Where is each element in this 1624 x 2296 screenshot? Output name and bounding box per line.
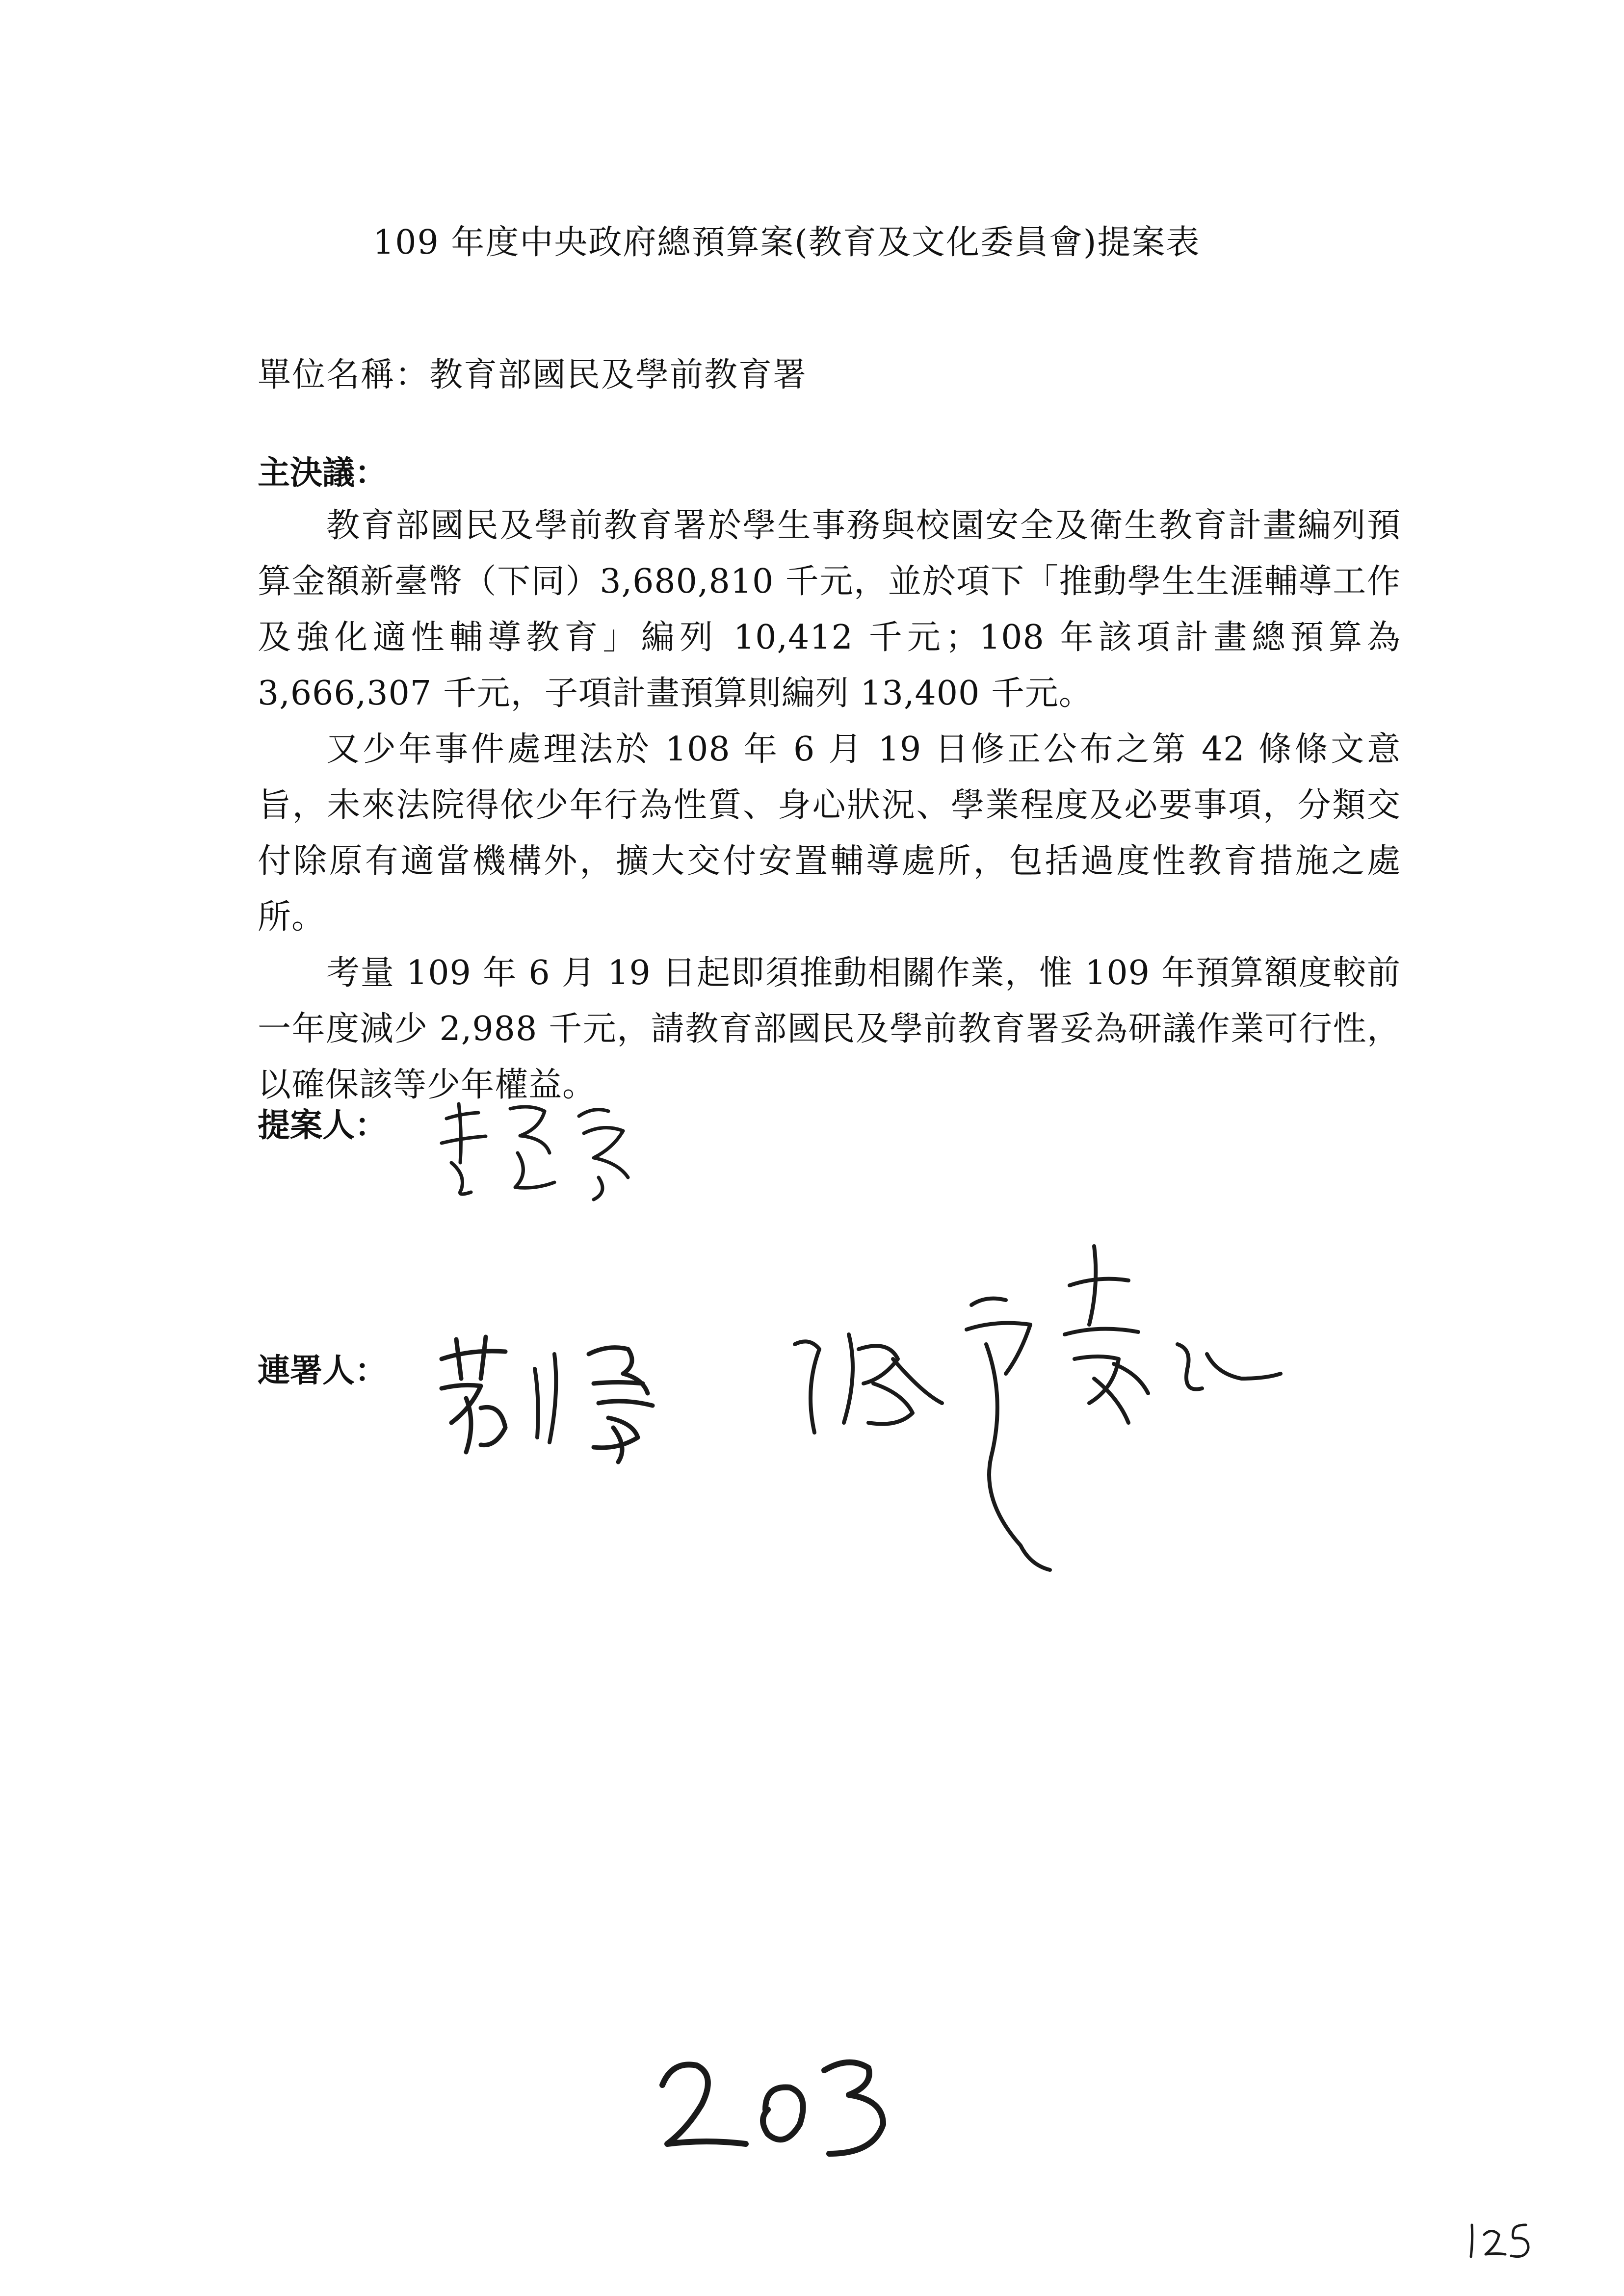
resolution-body [258,498,1401,1113]
paragraph-3: 考量 109 年 6 月 19 日起即須推動相關作業，惟 109 年預算額度較前一年度減少 2,988 千元，請教育部國民及學前教育署妥為研議作業可行性，以確保該等少年權益。 [258,954,1401,1104]
unit-name-line: 單位名稱：教育部國民及學前教育署 [258,356,808,394]
proposer-signature [432,1089,687,1207]
cosigner-signature-1 [432,1325,707,1472]
paragraph-2: 又少年事件處理法於 108 年 6 月 19 日修正公布之第 42 條條文意旨，未來法院得依少年行為性質、身心狀況、學業程度及必要事項，分類交付除原有適當機構外，擴大交付安置輔導處所，包括過度性教育措施之處所。 [258,730,1401,937]
paragraph-1: 教育部國民及學前教育署於學生事務與校園安全及衛生教育計畫編列預算金額新臺幣（下同）3,680,810 千元，並於項下「推動學生生涯輔導工作及強化適性輔導教育」編列 10,412 千元；108 年該項計畫總預算為 3,666,307 千元，子項計畫預算則編列 13,400 千元。 [258,506,1401,713]
handwritten-page-number [653,2026,908,2164]
handwritten-corner-number [1462,2218,1541,2262]
cosigner-signature-2 [775,1226,1290,1580]
proposer-label: 提案人： [258,1106,387,1144]
cosigner-label: 連署人： [258,1352,387,1389]
document-title: 109 年度中央政府總預算案(教育及文化委員會)提案表 [373,223,1201,262]
resolution-label: 主決議： [258,454,387,492]
